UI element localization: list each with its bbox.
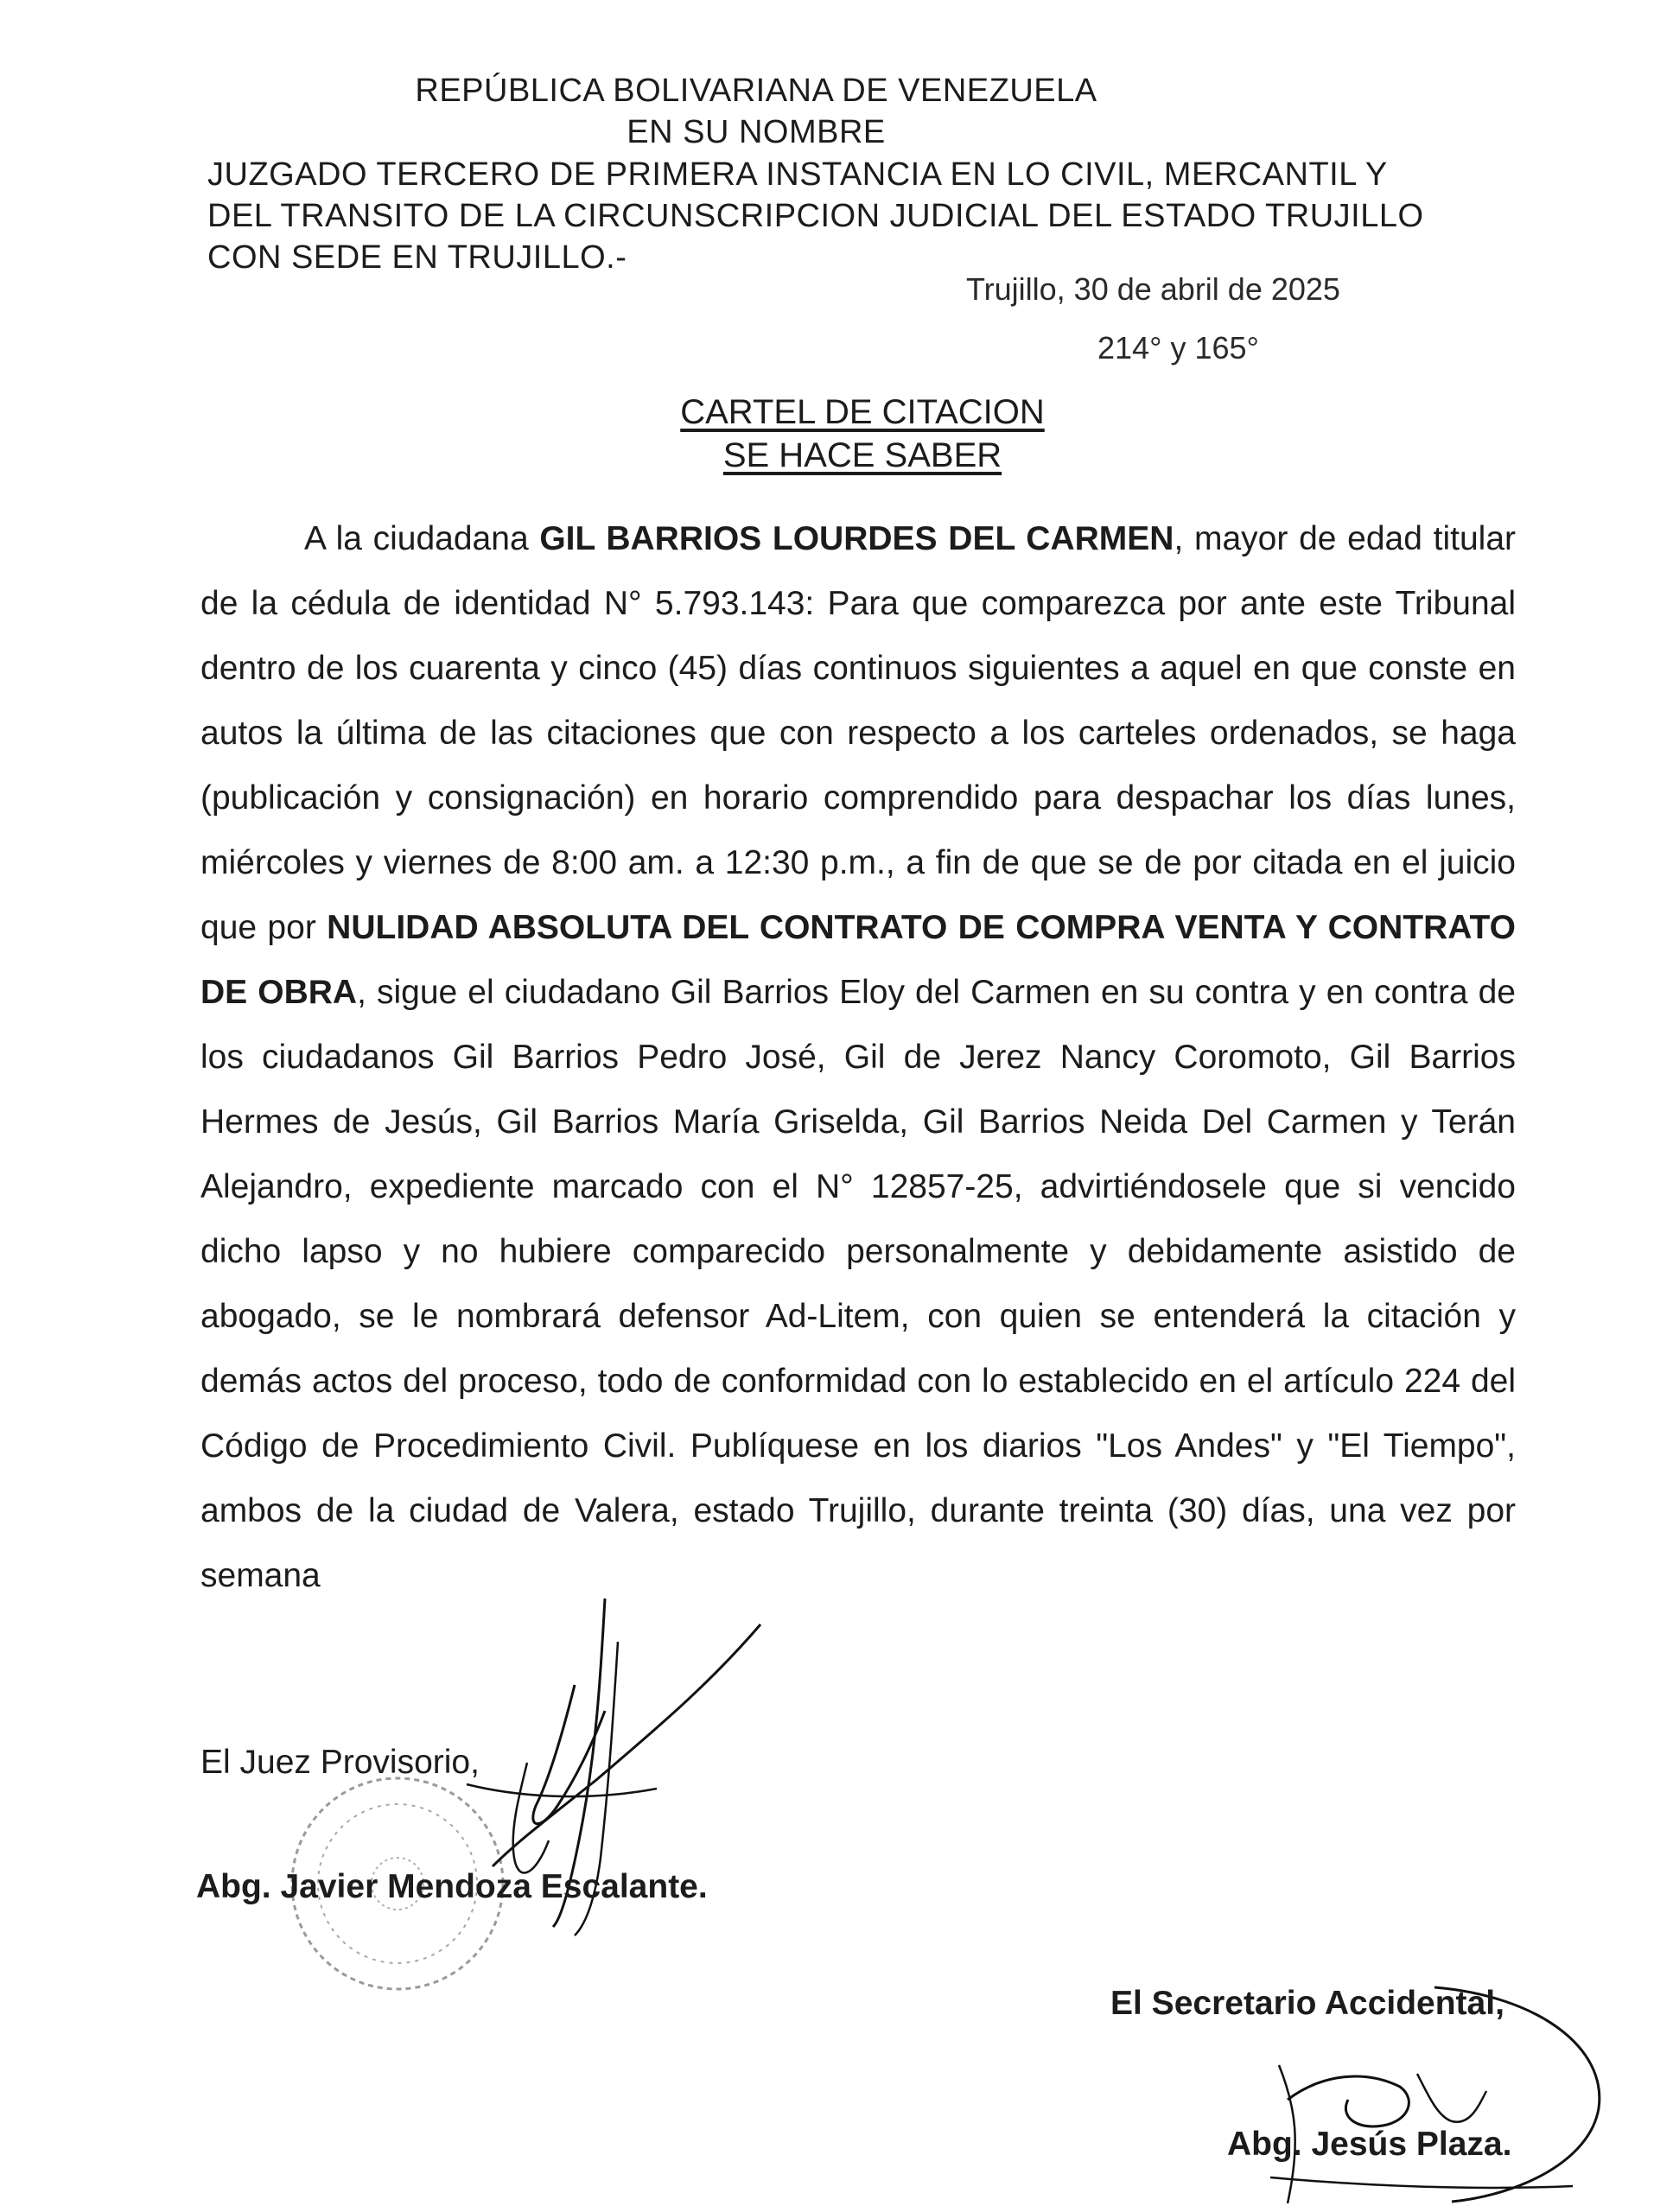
secretary-title: El Secretario Accidental, xyxy=(1110,1985,1504,2022)
judge-name: Abg. Javier Mendoza Escalante. xyxy=(196,1868,708,1905)
header-republic: REPÚBLICA BOLIVARIANA DE VENEZUELA xyxy=(415,73,1097,109)
header-en-su-nombre: EN SU NOMBRE xyxy=(627,114,886,150)
document-title: CARTEL DE CITACION xyxy=(680,393,1045,431)
body-part3: , sigue el ciudadano Gil Barrios Eloy del Carmen en su contra y en contra de los ciudadanos Gil Barrios Pedro José, Gil de Jerez Nancy Coromoto, Gil Barrios Hermes de Jesús, Gil Barrios María Griselda, Gil Barrios Neida Del Carmen y Terán Alejandro, expediente marcado con el N° 12857-25, advirtiéndosele que si vencido dicho lapso y no hubiere comparecido personalmente y debidamente asistido de abogado, se le nombrará defensor Ad-Litem, con quien se entenderá la citación y demás actos del proceso, todo de conformidad con lo establecido en el artículo 224 del Código de Procedimiento Civil. Publíquese en los diarios "Los Andes" y "El Tiempo", ambos de la ciudad de Valera, estado Trujillo, durante treinta (30) días, una vez por semana xyxy=(200,974,1516,1594)
secretary-name: Abg. Jesús Plaza. xyxy=(1227,2126,1512,2163)
citation-body xyxy=(200,506,1516,1608)
document-subtitle: SE HACE SABER xyxy=(722,436,1002,474)
header-court-line2: DEL TRANSITO DE LA CIRCUNSCRIPCION JUDICIAL DEL ESTADO TRUJILLO xyxy=(207,198,1424,234)
judge-title: El Juez Provisorio, xyxy=(200,1744,480,1781)
date-place: Trujillo, 30 de abril de 2025 xyxy=(966,271,1340,307)
body-part2: , mayor de edad titular de la cédula de identidad N° 5.793.143: Para que comparezca por ante este Tribunal dentro de los cuarenta y cinco (45) días continuos siguientes a aquel en que conste en autos la última de las citaciones que con respecto a los carteles ordenados, se haga (publicación y consignación) en horario comprendido para despachar los días lunes, miércoles y viernes de 8:00 am. a 12:30 p.m., a fin de que se de por citada en el juicio que por xyxy=(200,520,1516,946)
date-years: 214° y 165° xyxy=(1097,330,1259,365)
case-type: NULIDAD ABSOLUTA DEL CONTRATO DE COMPRA VENTA Y CONTRATO DE OBRA xyxy=(200,909,1516,1011)
header-court-line3: CON SEDE EN TRUJILLO.- xyxy=(207,239,627,276)
addressee-name: GIL BARRIOS LOURDES DEL CARMEN xyxy=(539,520,1174,557)
body-intro: A la ciudadana xyxy=(304,520,540,557)
header-court-line1: JUZGADO TERCERO DE PRIMERA INSTANCIA EN LO CIVIL, MERCANTIL Y xyxy=(207,156,1388,193)
